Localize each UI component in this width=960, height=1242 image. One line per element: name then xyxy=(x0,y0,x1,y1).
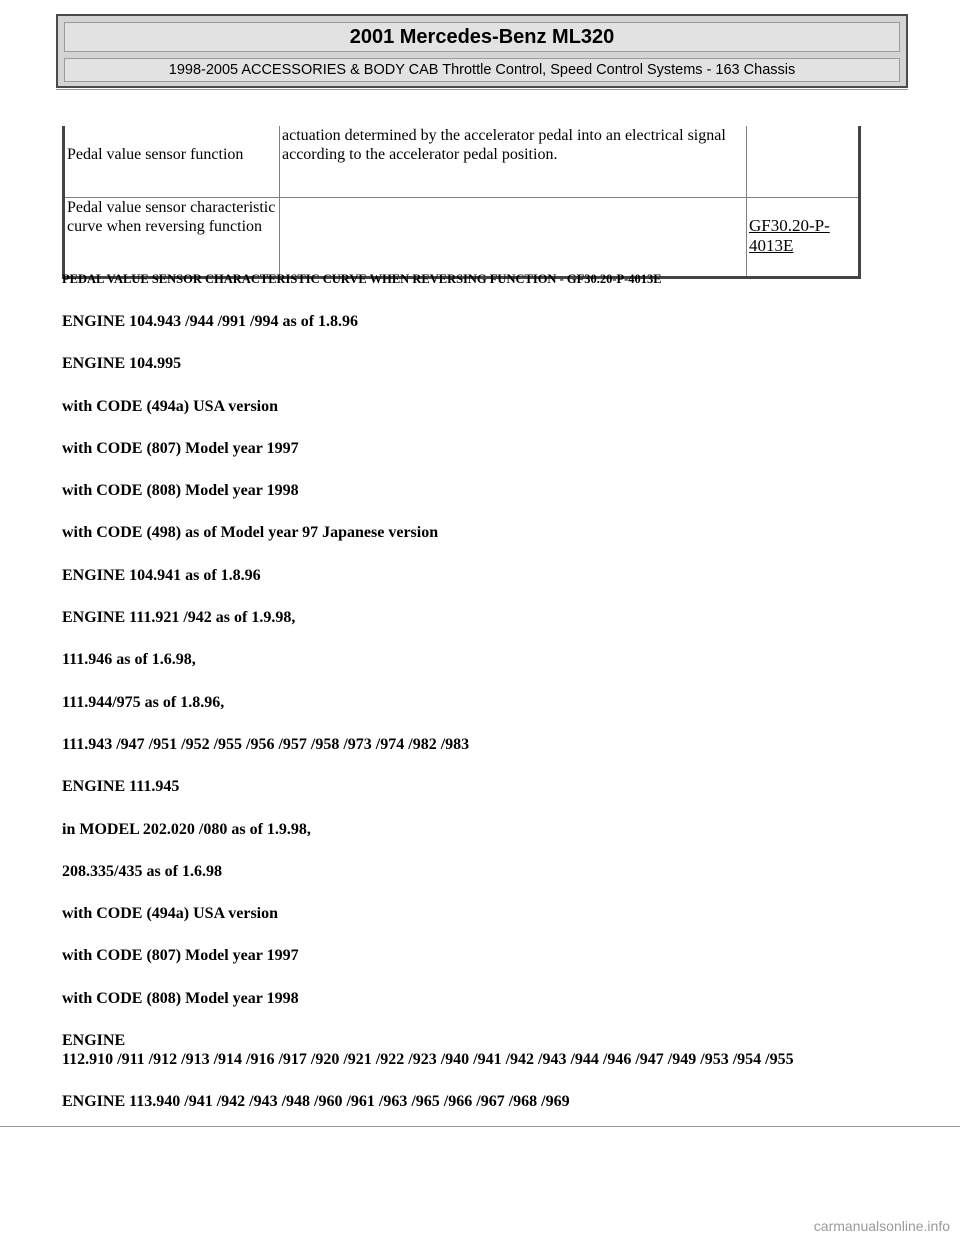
document-subtitle: 1998-2005 ACCESSORIES & BODY CAB Throttle Control, Speed Control Systems - 163 Chassis xyxy=(64,58,900,82)
body-line: ENGINE 104.995 xyxy=(62,355,182,373)
body-line: in MODEL 202.020 /080 as of 1.9.98, xyxy=(62,820,311,838)
body-line: ENGINE 111.945 xyxy=(62,778,180,796)
table-row xyxy=(64,198,860,278)
page-footer xyxy=(0,1126,960,1242)
row-description xyxy=(280,198,747,278)
body-line: with CODE (498) as of Model year 97 Japanese version xyxy=(62,524,439,542)
row-ref xyxy=(747,198,860,278)
watermark: carmanualsonline.info xyxy=(813,1218,950,1234)
body-line-engine-112 xyxy=(62,1031,960,1092)
document-title: 2001 Mercedes-Benz ML320 xyxy=(64,22,900,52)
body-line: ENGINE 113.940 /941 /942 /943 /948 /960 /961 /963 /965 /966 /967 /968 /969 xyxy=(62,1093,570,1111)
section-title: PEDAL VALUE SENSOR CHARACTERISTIC CURVE WHEN REVERSING FUNCTION - GF30.20-P-4013E xyxy=(62,272,662,286)
engine-112-label: ENGINE xyxy=(62,1032,126,1050)
reference-link[interactable]: GF30.20-P-4013E xyxy=(749,216,830,255)
body-line: with CODE (494a) USA version xyxy=(62,905,279,923)
body-line: with CODE (807) Model year 1997 xyxy=(62,947,299,965)
row-label: Pedal value sensor characteristic curve when reversing function xyxy=(64,198,280,278)
body-line: ENGINE 104.943 /944 /991 /994 as of 1.8.96 xyxy=(62,313,359,330)
footer-divider xyxy=(0,1126,960,1127)
header-divider xyxy=(56,89,908,90)
body-line: ENGINE 104.941 as of 1.8.96 xyxy=(62,566,261,584)
engine-112-list: 112.910 /911 /912 /913 /914 /916 /917 /920 /921 /922 /923 /940 /941 /942 /943 /944 /946 /947 /949 /953 /954 /955 xyxy=(62,1051,794,1069)
body-line: with CODE (808) Model year 1998 xyxy=(62,482,299,500)
body-line: 111.944/975 as of 1.8.96, xyxy=(62,693,225,711)
body-line: ENGINE 111.921 /942 as of 1.9.98, xyxy=(62,609,296,627)
row-description: actuation determined by the accelerator pedal into an electrical signal according to the accelerator pedal position. xyxy=(280,126,747,198)
document-header xyxy=(56,14,908,88)
body-line: with CODE (808) Model year 1998 xyxy=(62,989,299,1007)
spec-table xyxy=(62,126,861,279)
row-ref xyxy=(747,126,860,198)
body-line: 208.335/435 as of 1.6.98 xyxy=(62,862,222,880)
body-line: 111.946 as of 1.6.98, xyxy=(62,651,196,669)
body-line: with CODE (807) Model year 1997 xyxy=(62,439,299,457)
document-body xyxy=(62,272,960,1134)
body-line: with CODE (494a) USA version xyxy=(62,397,279,415)
table-row xyxy=(64,126,860,198)
body-line: 111.943 /947 /951 /952 /955 /956 /957 /958 /973 /974 /982 /983 xyxy=(62,735,470,753)
row-label: Pedal value sensor function xyxy=(64,126,280,198)
